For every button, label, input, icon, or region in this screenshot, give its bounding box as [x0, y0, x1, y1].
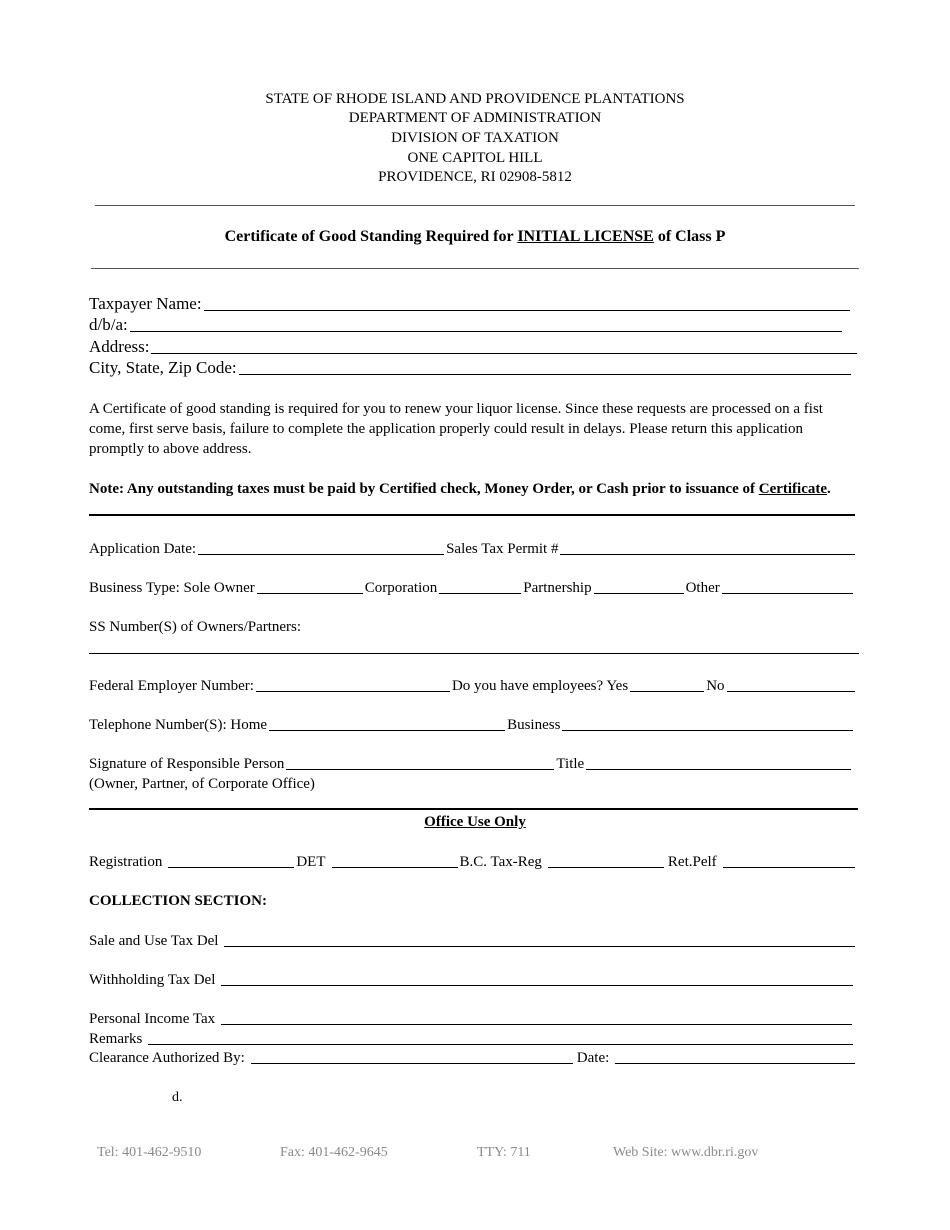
- other-label: Other: [685, 580, 720, 596]
- taxpayer-name-label: Taxpayer Name:: [89, 294, 202, 313]
- note-text: Note: Any outstanding taxes must be paid by Certified check, Money Order, or Cash prior to issuance of: [89, 481, 759, 497]
- office-divider: [89, 808, 858, 810]
- business-type-label: Business Type: Sole Owner: [89, 580, 255, 596]
- telephone-row: [89, 714, 855, 734]
- address-row: [89, 337, 859, 357]
- clearance-label: Clearance Authorized By:: [89, 1050, 245, 1066]
- ss-numbers-field[interactable]: [89, 653, 859, 654]
- clearance-field[interactable]: [251, 1048, 573, 1064]
- personal-income-tax-field[interactable]: [221, 1009, 852, 1025]
- office-use-heading: [0, 814, 950, 831]
- stray-mark: d.: [172, 1090, 183, 1105]
- federal-employer-row: [89, 675, 857, 695]
- footer-tel: Tel: 401-462-9510: [97, 1145, 202, 1160]
- ret-pelf-label: Ret.Pelf: [667, 854, 717, 870]
- collection-section-heading-text: COLLECTION SECTION:: [89, 893, 267, 909]
- footer-tty: TTY: 711: [477, 1145, 531, 1160]
- header-state: STATE OF RHODE ISLAND AND PROVIDENCE PLANTATIONS: [265, 91, 685, 107]
- header-city: PROVIDENCE, RI 02908-5812: [378, 169, 572, 185]
- title-prefix: Certificate of Good Standing Required for: [224, 228, 518, 245]
- address-label: Address:: [89, 337, 150, 356]
- application-date-field[interactable]: [198, 539, 444, 555]
- other-field[interactable]: [722, 578, 853, 594]
- remarks-field[interactable]: [148, 1029, 853, 1045]
- business-type-row: [89, 577, 855, 597]
- intro-paragraph: A Certificate of good standing is required for you to renew your liquor license. Since these requests are processed on a fist come, first serve basis, failure to complete the application properly could result in delays. Please return this application promptly to above address.: [89, 401, 823, 457]
- ss-numbers-row: [89, 616, 859, 636]
- corporation-label: Corporation: [364, 580, 438, 596]
- partnership-field[interactable]: [594, 578, 684, 594]
- signature-field[interactable]: [286, 754, 554, 770]
- employees-question-label: Do you have employees? Yes: [451, 678, 629, 694]
- signature-note-row: [89, 773, 859, 793]
- bc-tax-reg-field[interactable]: [548, 852, 664, 868]
- signature-note: (Owner, Partner, of Corporate Office): [89, 776, 315, 792]
- dba-row: [89, 315, 844, 335]
- withholding-tax-row: [89, 969, 855, 989]
- telephone-business-label: Business: [507, 717, 561, 733]
- footer-fax: Fax: 401-462-9645: [280, 1145, 388, 1160]
- registration-label: Registration: [89, 854, 163, 870]
- clearance-row: [89, 1047, 857, 1067]
- clearance-date-field[interactable]: [615, 1048, 855, 1064]
- ss-numbers-label: SS Number(S) of Owners/Partners:: [89, 619, 302, 635]
- address-field[interactable]: [151, 338, 857, 354]
- federal-employer-field[interactable]: [256, 676, 450, 692]
- title-emphasis: INITIAL LICENSE: [517, 228, 654, 245]
- corporation-field[interactable]: [439, 578, 521, 594]
- header-divider: [95, 205, 855, 206]
- city-state-zip-field[interactable]: [239, 359, 851, 375]
- bc-tax-reg-label: B.C. Tax-Reg: [459, 854, 542, 870]
- city-state-zip-label: City, State, Zip Code:: [89, 358, 237, 377]
- telephone-home-field[interactable]: [269, 715, 505, 731]
- withholding-tax-label: Withholding Tax Del: [89, 972, 216, 988]
- clearance-date-label: Date:: [576, 1050, 610, 1066]
- taxpayer-name-row: [89, 294, 852, 314]
- collection-section-heading: [89, 890, 859, 910]
- personal-income-tax-label: Personal Income Tax: [89, 1011, 216, 1027]
- footer-web: Web Site: www.dbr.ri.gov: [613, 1145, 759, 1160]
- note-divider: [89, 514, 855, 516]
- registration-field[interactable]: [168, 852, 294, 868]
- dba-field[interactable]: [130, 316, 842, 332]
- employees-no-field[interactable]: [727, 676, 855, 692]
- remarks-row: [89, 1028, 855, 1048]
- title-divider: [91, 268, 859, 269]
- sale-use-tax-label: Sale and Use Tax Del: [89, 933, 219, 949]
- employees-no-label: No: [706, 678, 725, 694]
- header-department: DEPARTMENT OF ADMINISTRATION: [348, 110, 602, 126]
- signature-label: Signature of Responsible Person: [89, 756, 285, 772]
- application-date-row: [89, 538, 857, 558]
- header-street: ONE CAPITOL HILL: [407, 150, 543, 166]
- sales-tax-permit-field[interactable]: [560, 539, 855, 555]
- form-title: [0, 228, 950, 246]
- sales-tax-permit-label: Sales Tax Permit #: [446, 541, 559, 557]
- ret-pelf-field[interactable]: [723, 852, 855, 868]
- withholding-tax-field[interactable]: [221, 970, 853, 986]
- sole-owner-field[interactable]: [257, 578, 363, 594]
- sale-use-tax-row: [89, 930, 857, 950]
- taxpayer-name-field[interactable]: [204, 295, 850, 311]
- remarks-label: Remarks: [89, 1031, 143, 1047]
- telephone-business-field[interactable]: [562, 715, 853, 731]
- signer-title-label: Title: [556, 756, 585, 772]
- payment-note: [89, 479, 857, 499]
- note-period: .: [827, 481, 831, 497]
- office-use-heading-text: Office Use Only: [424, 814, 526, 830]
- sale-use-tax-field[interactable]: [224, 931, 855, 947]
- application-date-label: Application Date:: [89, 541, 197, 557]
- title-suffix: of Class P: [653, 228, 726, 245]
- office-registration-row: [89, 851, 857, 871]
- note-certificate: Certificate: [758, 481, 828, 497]
- personal-income-tax-row: [89, 1008, 854, 1028]
- signature-row: [89, 753, 853, 773]
- dba-label: d/b/a:: [89, 315, 128, 334]
- telephone-home-label: Telephone Number(S): Home: [89, 717, 268, 733]
- federal-employer-label: Federal Employer Number:: [89, 678, 254, 694]
- signer-title-field[interactable]: [586, 754, 851, 770]
- city-state-zip-row: [89, 358, 853, 378]
- det-field[interactable]: [332, 852, 458, 868]
- partnership-label: Partnership: [523, 580, 592, 596]
- employees-yes-field[interactable]: [630, 676, 704, 692]
- det-label: DET: [296, 854, 326, 870]
- header-division: DIVISION OF TAXATION: [391, 130, 559, 146]
